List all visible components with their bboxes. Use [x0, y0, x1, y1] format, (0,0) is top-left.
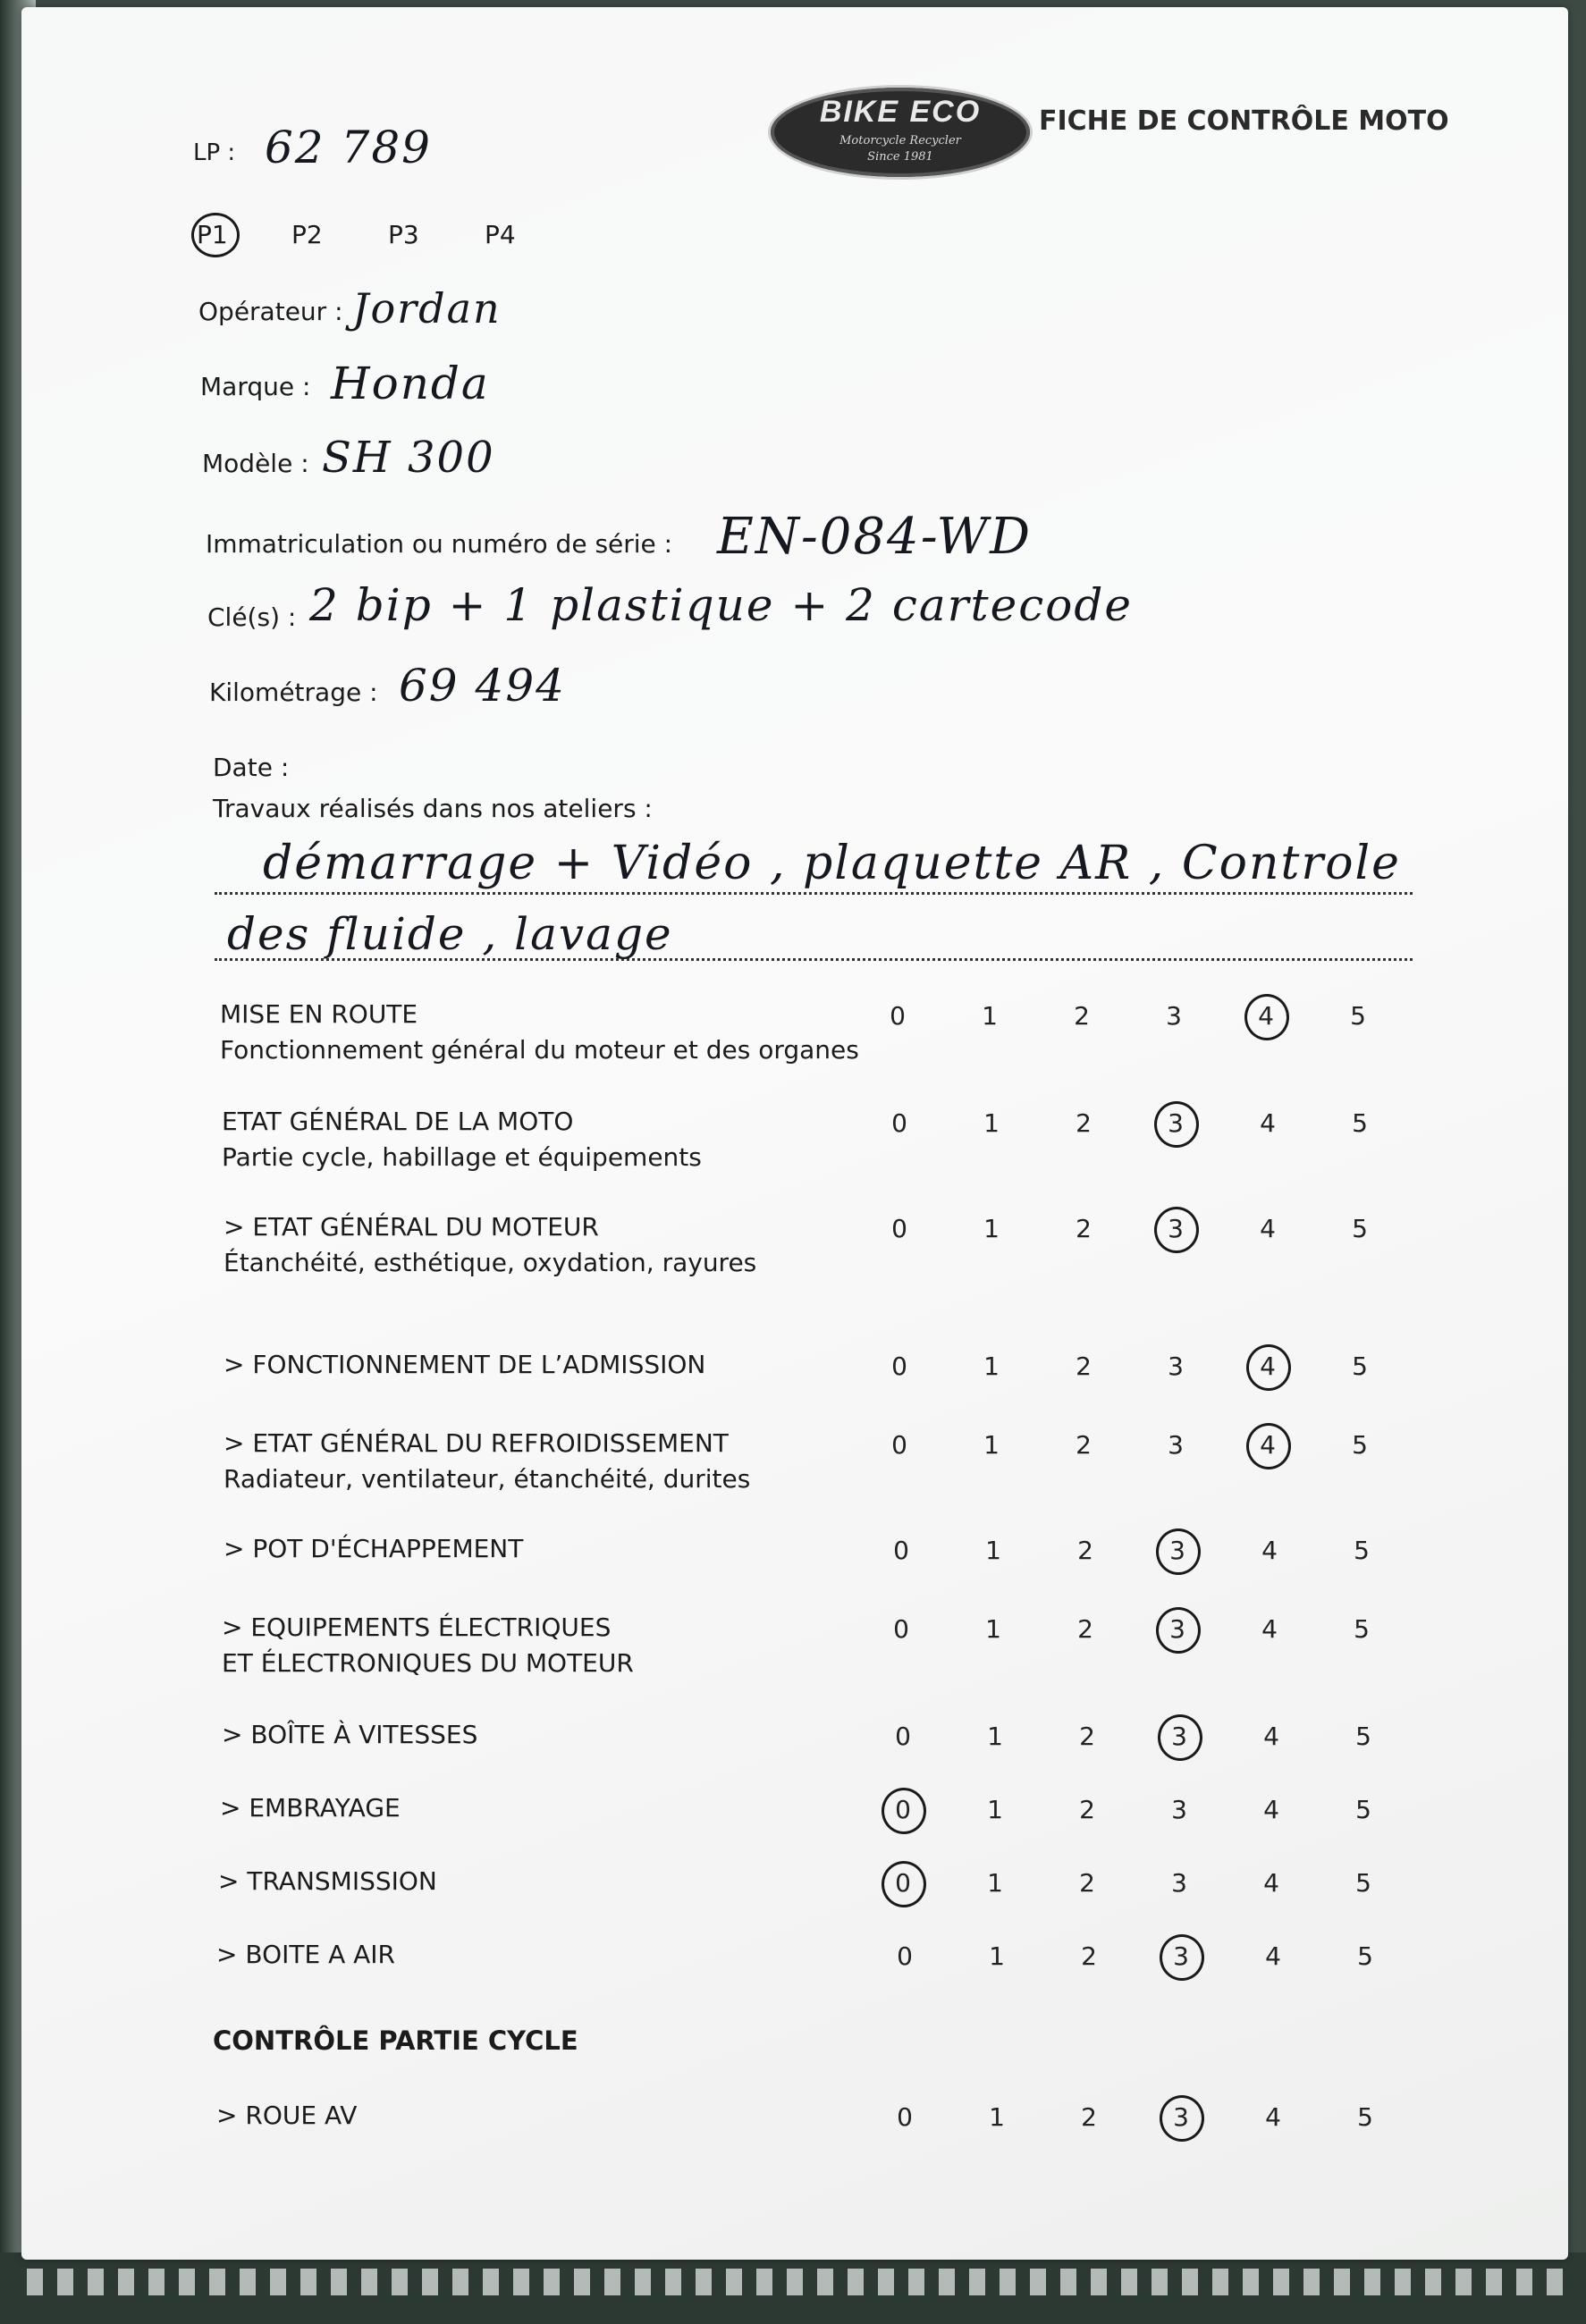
checklist-row-label: > EQUIPEMENTS ÉLECTRIQUES	[222, 1612, 612, 1642]
checklist-row-score-0[interactable]: 0	[897, 1941, 913, 1971]
checklist-row-score-4[interactable]: 4	[1248, 1001, 1284, 1031]
checklist-row-score-0[interactable]: 0	[891, 1108, 907, 1138]
checklist-row-label: > ETAT GÉNÉRAL DU REFROIDISSEMENT	[224, 1428, 729, 1458]
checklist-row-label: > POT D'ÉCHAPPEMENT	[224, 1534, 524, 1563]
operateur-label: Opérateur :	[198, 297, 343, 326]
checklist-row-score-5[interactable]: 5	[1352, 1108, 1368, 1138]
checklist-row-score-1[interactable]: 1	[989, 1941, 1005, 1971]
checklist-row-score-2[interactable]: 2	[1076, 1351, 1092, 1381]
checklist-row-score-0[interactable]: 0	[885, 1795, 921, 1824]
checklist-row-score-3[interactable]: 3	[1158, 1108, 1194, 1138]
checklist-row-score-2[interactable]: 2	[1079, 1868, 1095, 1898]
checklist-row-score-0[interactable]: 0	[890, 1001, 906, 1031]
checklist-row-label: > TRANSMISSION	[218, 1866, 437, 1896]
checklist-row-score-0[interactable]: 0	[893, 1614, 909, 1644]
checklist-row-label: > ETAT GÉNÉRAL DU MOTEUR	[224, 1212, 599, 1242]
checklist-row-score-2[interactable]: 2	[1077, 1614, 1093, 1644]
cycle-row-label: > ROUE AV	[216, 2101, 358, 2130]
checklist-row-score-1[interactable]: 1	[987, 1868, 1003, 1898]
checklist-row-score-1[interactable]: 1	[983, 1430, 1000, 1460]
checklist-row-score-3[interactable]: 3	[1160, 1536, 1195, 1565]
checklist-row-score-4[interactable]: 4	[1261, 1536, 1278, 1565]
lp-value[interactable]: 62 789	[265, 122, 432, 173]
checklist-row-score-5[interactable]: 5	[1355, 1795, 1371, 1824]
checklist-row-score-4[interactable]: 4	[1263, 1868, 1279, 1898]
checklist-row-score-1[interactable]: 1	[983, 1214, 1000, 1243]
checklist-row-score-3[interactable]: 3	[1171, 1868, 1187, 1898]
checklist-row-score-3[interactable]: 3	[1168, 1430, 1184, 1460]
checklist-row-score-1[interactable]: 1	[985, 1536, 1001, 1565]
checklist-row-sublabel: Radiateur, ventilateur, étanchéité, durites	[224, 1464, 751, 1494]
travaux-line-1	[215, 892, 1413, 895]
cycle-row-score-2[interactable]: 2	[1081, 2102, 1097, 2132]
control-sheet	[21, 7, 1568, 2260]
checklist-row-score-0[interactable]: 0	[893, 1536, 909, 1565]
checklist-row-score-5[interactable]: 5	[1352, 1430, 1368, 1460]
cycle-row-score-0[interactable]: 0	[897, 2102, 913, 2132]
checklist-row-score-3[interactable]: 3	[1160, 1614, 1195, 1644]
cycle-heading: CONTRÔLE PARTIE CYCLE	[213, 2025, 578, 2056]
checklist-row-score-2[interactable]: 2	[1079, 1795, 1095, 1824]
cycle-row-score-3[interactable]: 3	[1163, 2102, 1199, 2132]
checklist-row-score-5[interactable]: 5	[1354, 1614, 1370, 1644]
logo-tagline: Motorcycle Recycler	[839, 134, 961, 147]
marque-value[interactable]: Honda	[331, 358, 490, 409]
checklist-row-score-4[interactable]: 4	[1263, 1722, 1279, 1751]
checklist-row-sublabel: ET ÉLECTRONIQUES DU MOTEUR	[222, 1648, 634, 1678]
checklist-row-label: > EMBRAYAGE	[220, 1793, 401, 1823]
checklist-row-score-4[interactable]: 4	[1261, 1614, 1278, 1644]
checklist-row-score-2[interactable]: 2	[1079, 1722, 1095, 1751]
checklist-row-score-0[interactable]: 0	[891, 1430, 907, 1460]
kilometrage-value[interactable]: 69 494	[399, 660, 566, 712]
checklist-row-score-0[interactable]: 0	[891, 1351, 907, 1381]
cycle-row-score-5[interactable]: 5	[1357, 2102, 1373, 2132]
modele-value[interactable]: SH 300	[322, 433, 495, 483]
binder-holes	[27, 2269, 1573, 2295]
checklist-row-label: ETAT GÉNÉRAL DE LA MOTO	[222, 1107, 574, 1136]
lp-label: LP :	[193, 139, 236, 166]
page-title: FICHE DE CONTRÔLE MOTO	[1039, 105, 1449, 137]
checklist-row-score-2[interactable]: 2	[1076, 1108, 1092, 1138]
modele-label: Modèle :	[202, 449, 309, 478]
cycle-row-score-1[interactable]: 1	[989, 2102, 1005, 2132]
travaux-label: Travaux réalisés dans nos ateliers :	[213, 794, 653, 823]
operateur-value[interactable]: Jordan	[352, 284, 502, 333]
bike-eco-logo	[771, 88, 1030, 177]
checklist-row-score-5[interactable]: 5	[1355, 1722, 1371, 1751]
checklist-row-sublabel: Partie cycle, habillage et équipements	[222, 1142, 702, 1172]
checklist-row-score-3[interactable]: 3	[1163, 1941, 1199, 1971]
checklist-row-score-3[interactable]: 3	[1161, 1722, 1197, 1751]
checklist-row-score-3[interactable]: 3	[1171, 1795, 1187, 1824]
checklist-row-score-1[interactable]: 1	[987, 1722, 1003, 1751]
checklist-row-score-2[interactable]: 2	[1077, 1536, 1093, 1565]
checklist-row-score-3[interactable]: 3	[1168, 1351, 1184, 1381]
checklist-row-label: MISE EN ROUTE	[220, 999, 418, 1029]
checklist-row-score-4[interactable]: 4	[1260, 1214, 1276, 1243]
checklist-row-score-5[interactable]: 5	[1350, 1001, 1366, 1031]
cles-value[interactable]: 2 bip + 1 plastique + 2 cartecode	[309, 579, 1133, 631]
cles-label: Clé(s) :	[207, 602, 297, 632]
checklist-row-score-1[interactable]: 1	[983, 1108, 1000, 1138]
checklist-row-score-3[interactable]: 3	[1158, 1214, 1194, 1243]
checklist-row-score-2[interactable]: 2	[1074, 1001, 1090, 1031]
immatriculation-label: Immatriculation ou numéro de série :	[206, 529, 673, 559]
checklist-row-score-2[interactable]: 2	[1081, 1941, 1097, 1971]
position-p2[interactable]: P2	[291, 220, 323, 249]
travaux-text-1[interactable]: démarrage + Vidéo , plaquette AR , Controle	[263, 837, 1401, 890]
checklist-row-label: > BOITE A AIR	[216, 1940, 395, 1969]
checklist-row-score-5[interactable]: 5	[1352, 1351, 1368, 1381]
checklist-row-score-1[interactable]: 1	[983, 1351, 1000, 1381]
checklist-row-score-3[interactable]: 3	[1166, 1001, 1182, 1031]
logo-name: BIKE ECO	[819, 95, 982, 129]
marque-label: Marque :	[200, 372, 311, 401]
kilometrage-label: Kilométrage :	[209, 678, 378, 707]
position-p1[interactable]: P1	[197, 220, 228, 249]
checklist-row-score-4[interactable]: 4	[1250, 1430, 1286, 1460]
travaux-text-2[interactable]: des fluide , lavage	[227, 908, 673, 960]
checklist-row-label: > BOÎTE À VITESSES	[222, 1720, 478, 1749]
checklist-row-score-4[interactable]: 4	[1265, 1941, 1281, 1971]
checklist-row-score-5[interactable]: 5	[1355, 1868, 1371, 1898]
checklist-row-score-0[interactable]: 0	[895, 1722, 911, 1751]
checklist-row-score-5[interactable]: 5	[1352, 1214, 1368, 1243]
checklist-row-score-2[interactable]: 2	[1076, 1214, 1092, 1243]
checklist-row-label: > FONCTIONNEMENT DE L’ADMISSION	[224, 1350, 706, 1379]
checklist-row-score-1[interactable]: 1	[985, 1614, 1001, 1644]
logo-since: Since 1981	[867, 150, 933, 164]
checklist-row-score-0[interactable]: 0	[885, 1868, 921, 1898]
checklist-row-score-4[interactable]: 4	[1263, 1795, 1279, 1824]
checklist-row-score-4[interactable]: 4	[1250, 1351, 1286, 1381]
cycle-row-score-4[interactable]: 4	[1265, 2102, 1281, 2132]
checklist-row-score-1[interactable]: 1	[982, 1001, 998, 1031]
checklist-row-score-2[interactable]: 2	[1076, 1430, 1092, 1460]
checklist-row-sublabel: Étanchéité, esthétique, oxydation, rayures	[224, 1248, 757, 1277]
checklist-row-score-1[interactable]: 1	[987, 1795, 1003, 1824]
date-label: Date :	[213, 753, 290, 782]
position-p4[interactable]: P4	[485, 220, 516, 249]
position-p3[interactable]: P3	[388, 220, 419, 249]
checklist-row-score-0[interactable]: 0	[891, 1214, 907, 1243]
checklist-row-score-4[interactable]: 4	[1260, 1108, 1276, 1138]
checklist-row-sublabel: Fonctionnement général du moteur et des organes	[220, 1035, 859, 1065]
checklist-row-score-5[interactable]: 5	[1354, 1536, 1370, 1565]
immatriculation-value[interactable]: EN-084-WD	[717, 508, 1033, 566]
checklist-row-score-5[interactable]: 5	[1357, 1941, 1373, 1971]
